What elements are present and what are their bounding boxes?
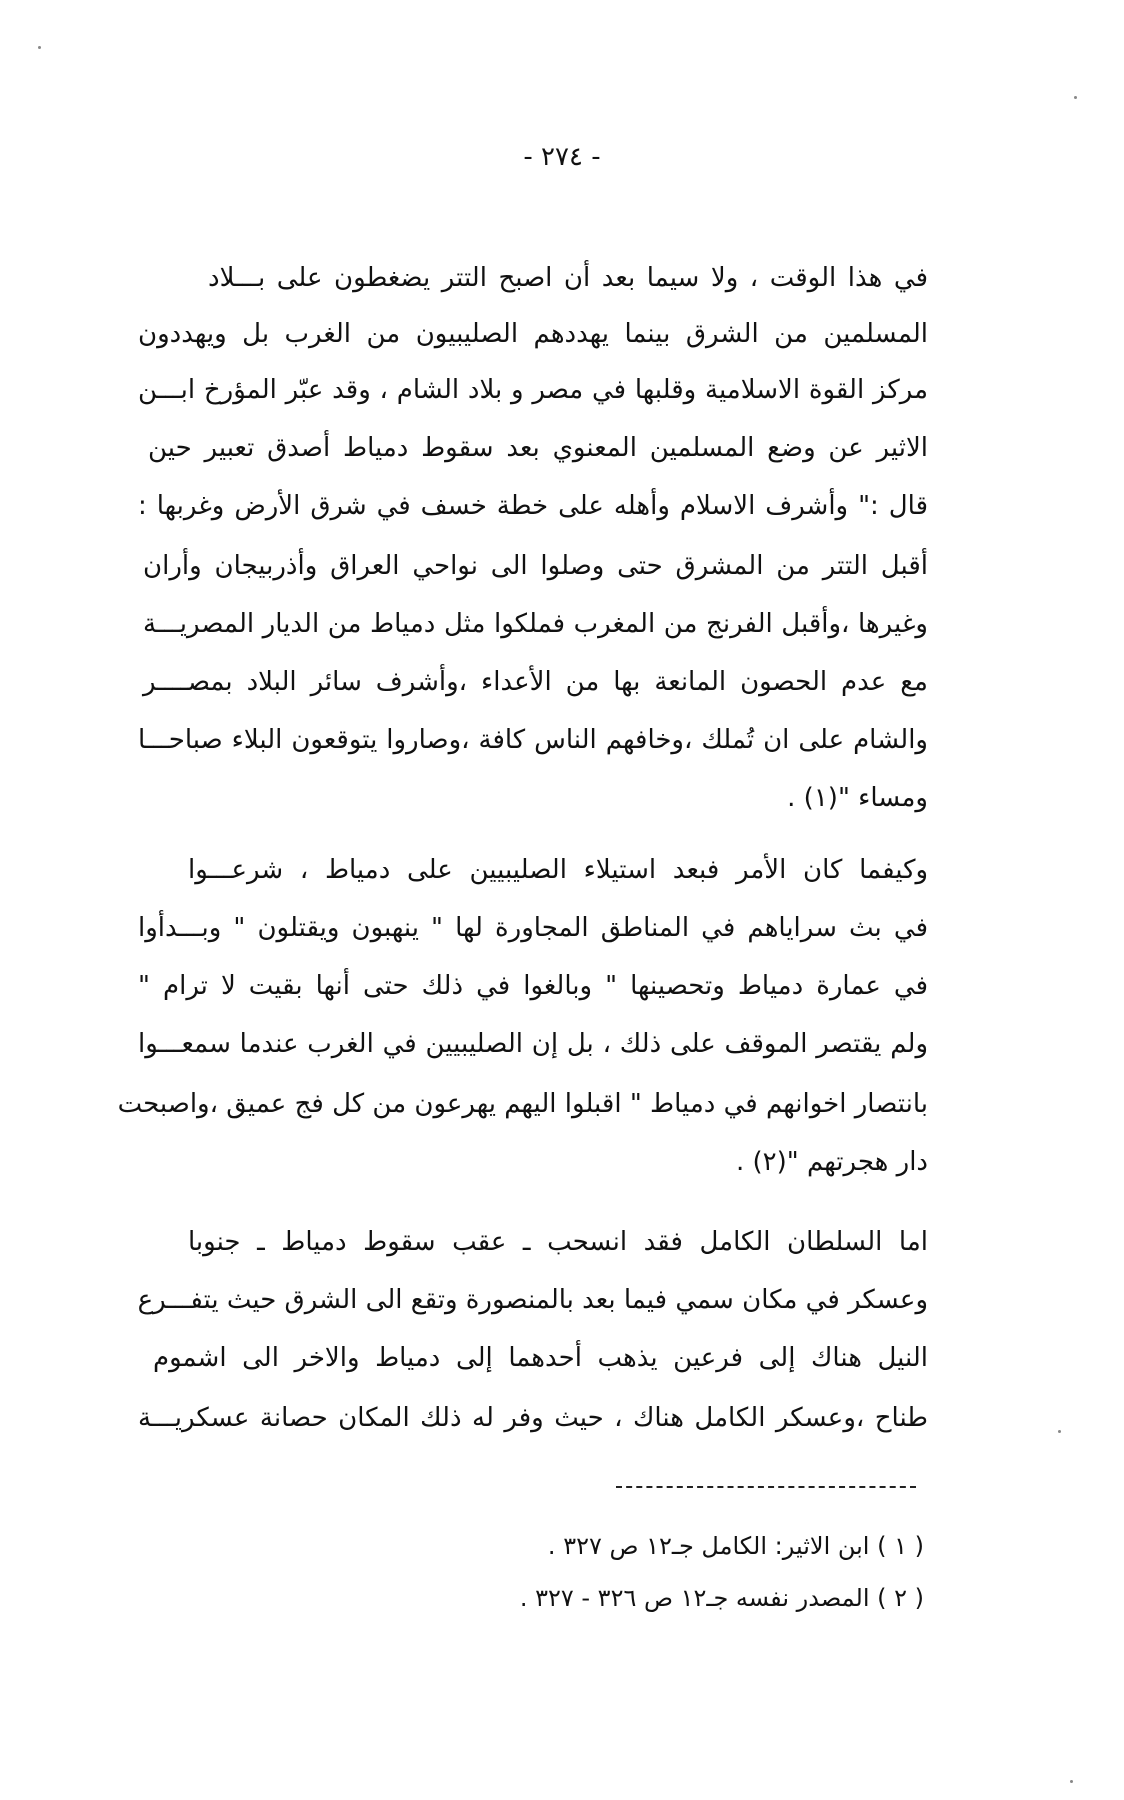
text-line: قال :" وأشرف الاسلام وأهله على خطة خسف في شرق الأرض وغربها : [138, 491, 928, 521]
text-line: وغيرها ،وأقبل الفرنج من المغرب فملكوا مثل دمياط من الديار المصريـــة [143, 609, 928, 639]
scan-speck [1058, 1430, 1061, 1433]
scan-speck [1074, 96, 1077, 99]
text-line: في عمارة دمياط وتحصينها " وبالغوا في ذلك حتى أنها بقيت لا ترام " [138, 971, 928, 1001]
text-line: بانتصار اخوانهم في دمياط " اقبلوا اليهم يهرعون من كل فج عميق ،واصبحت [117, 1089, 928, 1119]
text-line: مع عدم الحصون المانعة بها من الأعداء ،وأشرف سائر البلاد بمصــــر [143, 667, 928, 697]
page-number: - ٢٧٤ - [523, 142, 601, 172]
text-line: وعسكر في مكان سمي فيما بعد بالمنصورة وتقع الى الشرق حيث يتفـــرع [137, 1285, 928, 1315]
text-line: ومساء "(١) . [787, 783, 928, 813]
text-line: اما السلطان الكامل فقد انسحب ـ عقب سقوط دمياط ـ جنوبا [188, 1227, 928, 1257]
text-line: وكيفما كان الأمر فبعد استيلاء الصليبيين على دمياط ، شرعـــوا [188, 855, 928, 885]
text-line: والشام على ان تُملك ،وخافهم الناس كافة ،وصاروا يتوقعون البلاء صباحـــا [138, 725, 928, 755]
text-line: في هذا الوقت ، ولا سيما بعد أن اصبح التتر يضغطون على بـــلاد [208, 263, 928, 293]
text-line: أقبل التتر من المشرق حتى وصلوا الى نواحي العراق وأذربيجان وأران [143, 551, 928, 581]
footnote-2: ( ٢ ) المصدر نفسه جـ١٢ ص ٣٢٦ - ٣٢٧ . [519, 1584, 924, 1612]
scan-speck [1070, 1780, 1073, 1783]
footnote-1: ( ١ ) ابن الاثير: الكامل جـ١٢ ص ٣٢٧ . [547, 1532, 924, 1560]
text-line: الاثير عن وضع المسلمين المعنوي بعد سقوط دمياط أصدق تعبير حين [148, 433, 928, 463]
text-line: المسلمين من الشرق بينما يهددهم الصليبيون من الغرب بل ويهددون [138, 319, 928, 349]
scan-speck [38, 46, 41, 49]
text-line: ولم يقتصر الموقف على ذلك ، بل إن الصليبيين في الغرب عندما سمعـــوا [138, 1029, 928, 1059]
footnote-separator [616, 1486, 916, 1488]
text-line: دار هجرتهم "(٢) . [735, 1147, 928, 1177]
text-line: في بث سراياهم في المناطق المجاورة لها " ينهبون ويقتلون " وبـــدأوا [138, 913, 928, 943]
text-line: مركز القوة الاسلامية وقلبها في مصر و بلاد الشام ، وقد عبّر المؤرخ ابـــن [138, 375, 928, 405]
text-line: طناح ،وعسكر الكامل هناك ، حيث وفر له ذلك المكان حصانة عسكريـــة [138, 1403, 928, 1433]
text-line: النيل هناك إلى فرعين يذهب أحدهما إلى دمياط والاخر الى اشموم [153, 1343, 928, 1373]
